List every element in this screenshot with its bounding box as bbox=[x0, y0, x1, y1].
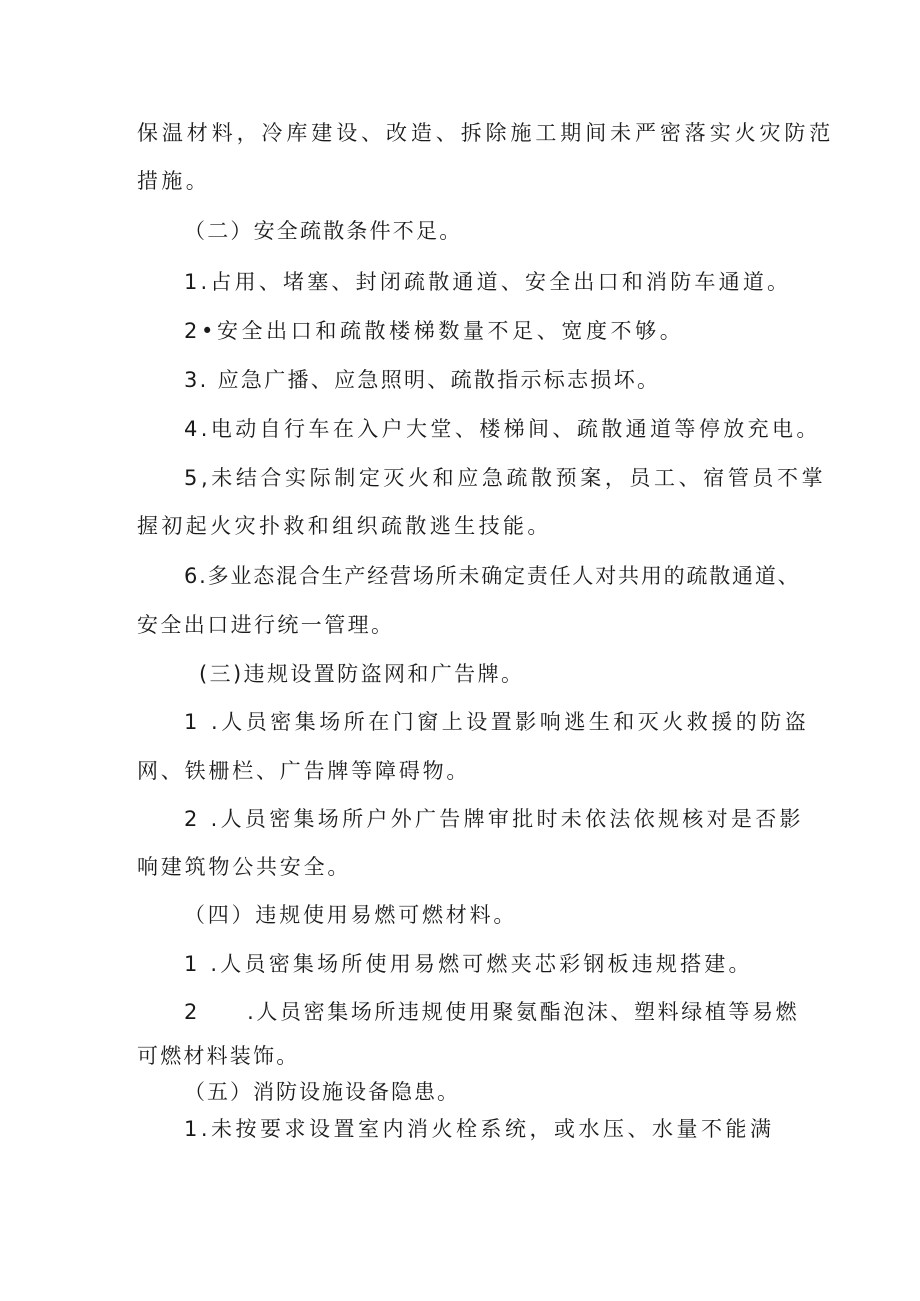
list-item: 5,未结合实际制定灭火和应急疏散预案，员工、宿管员不掌 bbox=[184, 466, 827, 490]
list-item: 2 .人员密集场所违规使用聚氨酯泡沫、塑料绿植等易燃 bbox=[184, 1000, 800, 1024]
list-item: 1.未按要求设置室内消火栓系统，或水压、水量不能满 bbox=[184, 1117, 775, 1141]
paragraph-line: 措施。 bbox=[137, 169, 211, 193]
paragraph-line: 网、铁栅栏、广告牌等障碍物。 bbox=[137, 759, 471, 783]
section-heading: （二）安全疏散条件不足。 bbox=[184, 219, 463, 243]
paragraph-line: 握初起火灾扑救和组织疏散逃生技能。 bbox=[137, 514, 552, 538]
list-item: 1 .人员密集场所使用易燃可燃夹芯彩钢板违规搭建。 bbox=[184, 952, 753, 976]
paragraph-line: 保温材料，冷库建设、改造、拆除施工期间未严密落实火灾防范 bbox=[137, 121, 835, 145]
list-item: 1 .人员密集场所在门窗上设置影响逃生和灭火救援的防盗 bbox=[184, 710, 810, 734]
paragraph-line: 可燃材料装饰。 bbox=[137, 1044, 300, 1068]
list-item: 3. 应急广播、应急照明、疏散指示标志损坏。 bbox=[184, 368, 661, 392]
list-item: 2 .人员密集场所户外广告牌审批时未依法依规核对是否影 bbox=[184, 807, 804, 831]
paragraph-line: 响建筑物公共安全。 bbox=[137, 855, 352, 879]
section-heading: （四）违规使用易燃可燃材料。 bbox=[184, 903, 518, 927]
list-item: 6.多业态混合生产经营场所未确定责任人对共用的疏散通道、 bbox=[184, 564, 801, 588]
list-item: 2•安全出口和疏散楼梯数量不足、宽度不够。 bbox=[184, 319, 685, 343]
section-heading: (三)违规设置防盗网和广告牌。 bbox=[199, 662, 525, 686]
list-item: 4.电动自行车在入户大堂、楼梯间、疏散通道等停放充电。 bbox=[184, 417, 821, 441]
section-heading: （五）消防设施设备隐患。 bbox=[184, 1080, 460, 1104]
paragraph-line: 安全出口进行统一管理。 bbox=[137, 613, 395, 637]
list-item: 1.占用、堵塞、封闭疏散通道、安全出口和消防车通道。 bbox=[184, 270, 792, 294]
